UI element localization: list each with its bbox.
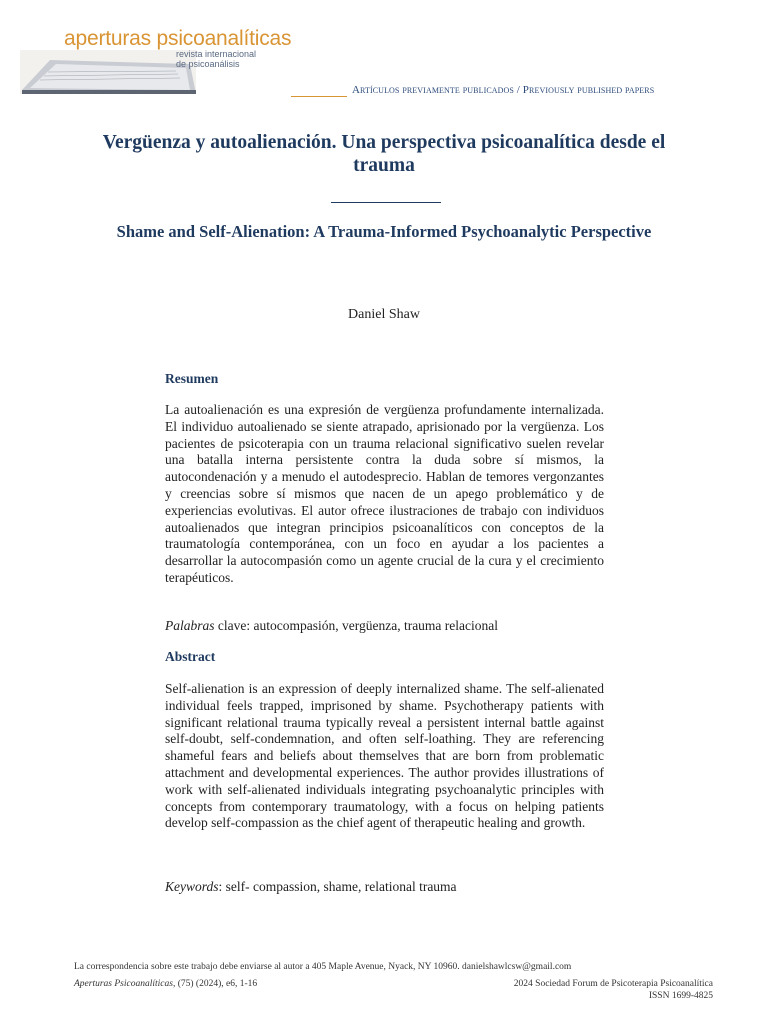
keywords-label-es: Palabras xyxy=(165,618,215,633)
keywords-label-en: Keywords xyxy=(165,879,219,894)
title-divider xyxy=(331,202,441,203)
section-label: Artículos previamente publicados / Previously published papers xyxy=(352,84,655,96)
resumen-text: La autoalienación es una expresión de vergüenza profundamente internalizada. El individuo autoalienado se siente atrapado, aprisionado por la vergüenza. Los pacientes de psicoterapia con un trauma relacional significativo suelen revelar una batalla interna persistente contra la duda sobre sí mismos, la autocondenación y a menudo el autodesprecio. Hablan de temores vergonzantes y creencias sobre sí mismos que nacen de un apego problemático y de experiencias evolutivas. El autor ofrece ilustraciones de trabajo con individuos autoalienados que integran principios psicoanalíticos con conceptos de la traumatología contemporánea, con un foco en ayudar a los pacientes a desarrollar la autocompasión como un agente crucial de la cura y el crecimiento terapéuticos. xyxy=(165,402,604,585)
keywords-list-es: clave: autocompasión, vergüenza, trauma relacional xyxy=(214,618,499,633)
logo-subtitle-line-2: de psicoanálisis xyxy=(176,59,240,69)
article-title-spanish: Vergüenza y autoalienación. Una perspectiva psicoanalítica desde el trauma xyxy=(102,132,666,176)
resumen-heading: Resumen xyxy=(165,371,219,386)
publisher: 2024 Sociedad Forum de Psicoterapia Psicoanalítica xyxy=(513,979,713,989)
resumen-keywords xyxy=(165,618,604,635)
abstract-text: Self-alienation is an expression of deeply internalized shame. The self-alienated individual feels trapped, imprisoned by shame. Psychotherapy patients with significant relational trauma typically reveal a persistent internal battle against self-doubt, self-condemnation, and often self-loathing. They are referencing shameful fears and beliefs about themselves that are born from problematic attachment and developmental experiences. The author provides illustrations of work with self-alienated individuals integrating psychoanalytic principles with concepts from contemporary traumatology, with a focus on helping patients develop self-compassion as the chief agent of therapeutic healing and growth. xyxy=(165,681,604,831)
abstract-heading: Abstract xyxy=(165,649,216,664)
logo-subtitle xyxy=(176,49,256,69)
correspondence-note: La correspondencia sobre este trabajo debe enviarse al autor a 405 Maple Avenue, Nyack, NY 10960. danielshawlcsw@gmail.com xyxy=(74,962,572,972)
author-name: Daniel Shaw xyxy=(348,307,420,322)
issn: ISSN 1699-4825 xyxy=(648,991,713,1001)
logo-subtitle-line-1: revista internacional xyxy=(176,49,257,59)
article-title-english: Shame and Self-Alienation: A Trauma-Informed Psychoanalytic Perspective xyxy=(116,222,652,241)
citation xyxy=(74,979,257,989)
open-book-icon xyxy=(20,50,196,94)
citation-details: , (75) (2024), e6, 1-16 xyxy=(172,979,258,989)
journal-logo xyxy=(20,22,292,94)
journal-name: Aperturas Psicoanalíticas xyxy=(74,979,173,989)
section-label-rule xyxy=(291,96,347,97)
abstract-keywords xyxy=(165,879,604,896)
keywords-list-en: : self- compassion, shame, relational trauma xyxy=(218,879,457,894)
logo-title: aperturas psicoanalíticas xyxy=(64,27,292,50)
